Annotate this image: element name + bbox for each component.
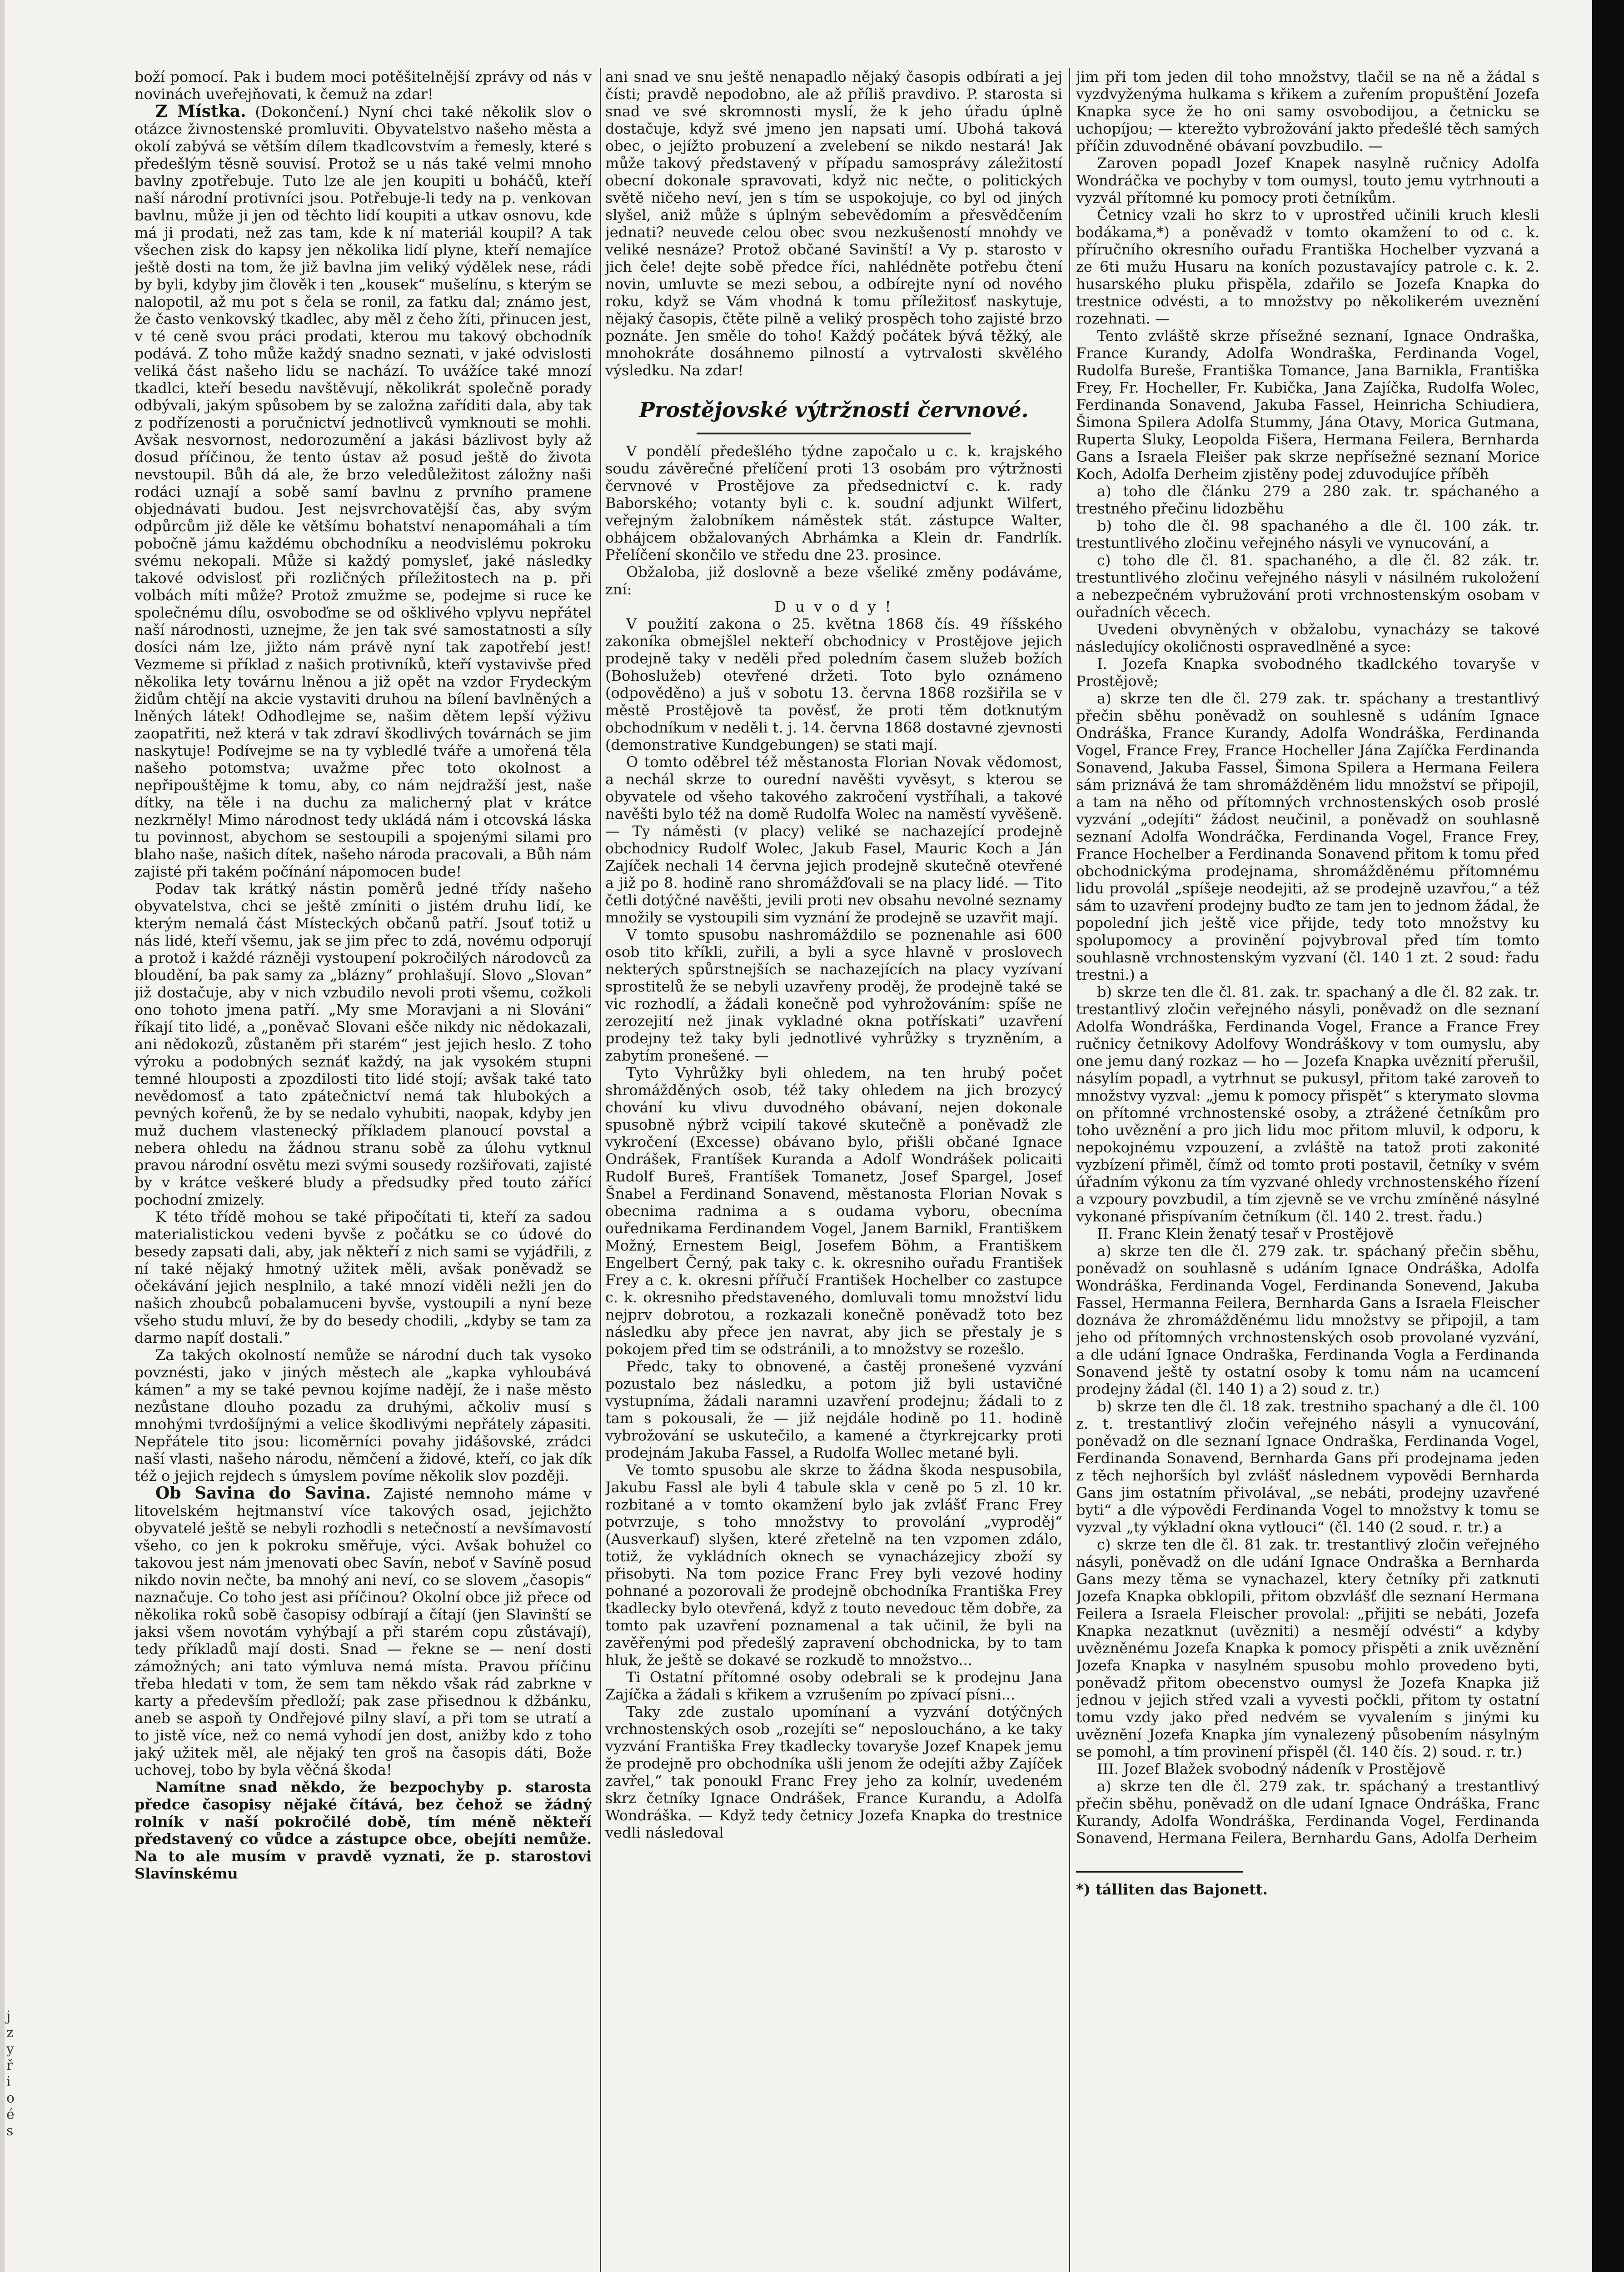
scan-left-edge: [0, 0, 5, 2272]
paragraph-text: Zajisté nemnoho máme v litovelském hejtmanství více takových osad, jejichžto obyvatelé ještě se nebyli rozhodli s netečností a nevšímavostí všeho, co jen k pokroku směřuje, výci. Avšak bohužel co takovou jest nám jmenovati obec Savín, neboť v Savíně posud nikdo novin nečte, ba mnohý ani neví, co se slovem „časopis“ naznačuje. Co toho jest asi příčinou? Okolní obce již přece od několika roků sobě časopisy odbírají a čítají (jen Slavinští se jaksi všem novotám vyhýbají a při starém copu zůstávají), tedy příkladů mají dosti. Snad — řekne se — není dosti zámožných; ani tato výmluva nemá místa. Pravou příčinu třeba hledati v tom, že sem tam někdo však rád zabrkne v karty a především předloží; pak zase přisednou k džbánku, aneb se aspoň ty Ondřejové pilny slaví, a při tom se utratí a to jistě více, než co nemá vyhodí jen dost, anižby kdo z toho jaký užitek měl, ale nějaký ten groš na časopis dáti, Bože uchovej, tobo by byla věčná škoda!: [135, 1485, 592, 1779]
paragraph: [135, 1485, 592, 1779]
paragraph: [135, 103, 592, 880]
newspaper-page: [135, 68, 1548, 2272]
scan-right-edge: [1592, 0, 1624, 2272]
paragraph: Četnicy vzali ho skrz to v uprostřed učinili kruch klesli bodákama,*) a poněvadž v tomto okamžení to od c. k. příručního okresního ouřadu Františka Hochelber vyzvaná a ze 6ti mužu Husaru na koních pozustavajícy patrole c. k. 2. husarského pluku přispěla, zdařilo se Jozefa Knapka do trestnice odvésti, a to množstvy po několikerém uveznění rozehnati. —: [1076, 206, 1539, 327]
margin-glyph: i: [6, 2074, 11, 2090]
paragraph: Ti Ostatní přítomné osoby odebrali se k prodejnu Jana Zajíčka a žádali s křikem a vzrušením po zpívací písni...: [605, 1669, 1062, 1703]
heading-underline: [697, 433, 971, 434]
paragraph: jim při tom jeden dil toho množstvy, tlačil se na ně a žádal s vyzdvyženýma hulkama s křikem a zuřením propuštění Jozefa Knapka syce že ho oni samy osvobodijou, a četnicku se uchopíjou; — kterežto vybrožování jakto předešlé těch samých příčin zduvodněné obávaní povzbudilo. —: [1076, 68, 1539, 154]
paragraph: Za takých okolností nemůže se národní duch tak vysoko povznésti, jako v jiných městech ale „kapka vyhloubává kámenˮ a my se také pevnou kojíme nadějí, že i naše město nezůstane dlouho pozadu za druhými, ačkoliv musí s mnohými tvrdošíjnými a velice škodlivými nepřátely zápasiti. Nepřátele tito jsou: licoměrníci povahy jidášovské, zrádci naší vlasti, našeho národu, němčení a židové, kteří, co jak dík též o jejich rejdech s úmyslem povíme několik slov později.: [135, 1346, 592, 1485]
paragraph: b) skrze ten dle čl. 18 zak. trestniho spachaný a dle čl. 100 z. t. trestantlivý zločin veřejného násyli a vynucování, poněvadž on dle seznaní Ignace Ondraška, Ferdinanda Vogel, Ferdinanda Sonavend, Bernharda Gans při prodejnama jeden z těch nejhorších byl zvlášť následnem vypovědi Bernharda Gans jim ostatním přivolával, „se nebáti, prodejny uzavřené byti“ a dle výpovědi Ferdinanda Vogel to množstvy k tomu se vyzval „ty výkladní okna vytlouci“ (čl. 140 (2 soud. r. tr.) a: [1076, 1398, 1539, 1536]
paragraph: a) skrze ten dle čl. 279 zak. tr. spáchaný přečin sběhu, poněvadž on souhlasně s udáním Ignace Ondráška, Adolfa Wondráška, Ferdinanda Vogel, Ferdinanda Sonevend, Jakuba Fassel, Hermanna Feilera, Bernharda Gans a Israela Fleischer doznáva že zhromážděnému lidu množstvy se připojil, a tam jeho od přítomných vrchnostenských osob provolané vyzvání, a dle udání Ignace Ondraška, Ferdinanda Vogla a Ferdinanda Sonavend ještě ty ostatní osoby k tomu nám na ucamcení prodejny žádal (čl. 140 1) a 2) soud z. tr.): [1076, 1242, 1539, 1398]
article-heading: Prostějovské výtržnosti červnové.: [639, 398, 1029, 422]
paragraph: boží pomocí. Pak i budem moci potěšitelnější zprávy od nás v novinách uveřejňovati, k čemuž na zdar!: [135, 68, 592, 103]
margin-glyph: é: [6, 2107, 15, 2123]
paragraph: a) toho dle článku 279 a 280 zak. tr. spáchaného a trestného přečinu lidozběhu: [1076, 483, 1539, 517]
dateline-heading: Z Místka.: [155, 102, 246, 121]
paragraph: II. Franc Klein ženatý tesař v Prostějově: [1097, 1225, 1394, 1242]
paragraph: b) toho dle čl. 98 spachaného a dle čl. 100 zák. tr. trestuntlivého zločinu veřejného násyli ve vynucování, a: [1076, 517, 1539, 552]
paragraph: III. Jozef Blažek svobodný nádeník v Prostějově: [1097, 1760, 1446, 1778]
column-1: [135, 68, 592, 2272]
paragraph: c) toho dle čl. 81. spachaného, a dle čl. 82 zák. tr. trestuntlivého zločinu veřejného násyli v násilném rukoložení a nebezpečném vybružování proti vrchnostenským osobam v ouřadních věcech.: [1076, 552, 1539, 621]
paragraph: I. Jozefa Knapka svobodného tkadlckého tovaryše v Prostějově;: [1076, 655, 1539, 690]
paragraph: Uvedeni obvyněných v obžalobu, vynacházy se takové následujícy okoličnosti ospravedlněné a syce:: [1076, 621, 1539, 655]
paragraph: Taky zde zustalo upomínaní a vyzvání dotýčných vrchnostenských osob „rozejíti se“ neposloucháno, a ke taky vyzvání Františka Frey tkadlecky tovaryše Jozef Knapek jemu že prodejně pro obchodníka ušli jenom že odejíti ažby Zajíček zavřel,“ tak ponoukl Franc Frey jeho za kolnír, uvedeném skrz četníky Ignace Ondrášek, France Kurandu, a Adolfa Wondráška. — Když tedy četnicy Jozefa Knapka do trestnice vedli následoval: [605, 1703, 1062, 1841]
paragraph: K této třídě mohou se také připočítati ti, kteří za sadou materialistickou vedeni byvše z počátku se co údové do besedy zapsati dali, aby, jak někteří z nich sami se vyjádřili, z ní také nějaký hmotný užitek měli, avšak poněvadž se očekávání jejich nesplnilo, a také mnozí viděli nežli jen do našich zhoubců pobalamuceni byvše, vystoupili a nyní beze všeho studu mluví, že by do besedy chodili, „kdyby se tam za darmo napíť dostali.ˮ: [135, 1208, 592, 1346]
paragraph: c) skrze ten dle čl. 81 zak. tr. trestantlivý zločin veřejného násyli, poněvadž on dle udání Ignace Ondraška a Bernharda Gans mezy těma se vynachazel, ktery četníky při zatknuti Jozefa Knapka obklopili, přitom obzvlášť dle seznaní Hermana Feilera a Israela Fleischer provolal: „přijiti se nebáti, Jozefa Knapka nezatknut (uvězniti) a nesmějí odvésti“ a kdyby uvězněnému Jozefa Knapka k pomocy přispěti a znik uvěznění Jozefa Knapka v nasylném spusobu mohlo provedeno byti, poněvadž přitom obecenstvo oumysl že Jozefa Knapka již jednou v jejich střed vzali a vyvesti počkli, přitom ty ostatní tomu vzdy jako před nedvém se vyvalením s jinými ku uvěznění Jozefa Knapka jím vynalezený působením násylným se pomohl, a tím provinení přispěl (čl. 140 čís. 2) soud. r. tr.): [1076, 1536, 1539, 1760]
paragraph: Předc, taky to obnovené, a častěj pronešené vyzvání pozustalo bez následku, a potom již byli ustavičné vystupníma, žádali naramni uzavření prodejnu; žádali to z tam s pokousali, že — již nejdále hodině po 11. hodině vybrožování se uskutečilo, a kamené a čtyrkrejcarky proti prodejnám Jakuba Fassel, a Rudolfa Wollec metané byli.: [605, 1358, 1062, 1461]
margin-glyphs: [6, 2008, 15, 2139]
margin-glyph: o: [6, 2090, 15, 2106]
paragraph: ani snad ve snu ještě nenapadlo nějaký časopis odbírati a jej čísti; pravdě nepodobno, ale až příliš pravdivo. P. starosta si snad ve své skromnosti myslí, že k jeho úřadu úplně dostačuje, když své jmeno jen napsati umí. Ubohá taková obec, o jejížto probuzení a zvelebení se nikdo nestará! Jak může takový představený v případu samosprávy záležitostí obecní dokonale spravovati, když nic nečte, o politických světě ničeho neví, jen s tím se uspokojuje, co byl od jiných slyšel, aniž může s úplným sebevědomím a přesvědčením jednati? neuvede celou obec svou nezkušeností mnohdy ve veliké nesnáze? Protož občané Savinští! a Vy p. starosto v jich čele! dejte sobě předce říci, nahlédněte potřebu čtení novin, umluvte se mezi sebou, a odbírejte nyní od nového roku, když se Vám vhodná k tomu příležitosť naskytuje, nějaký časopis, čtěte pilně a veliký prospěch toho zajisté brzo poznáte. Jen směle do toho! Každý počátek bývá těžký, ale mnohokráte dosáhnemo pilností a vytrvalosti skvělého výsledku. Na zdar!: [605, 68, 1062, 379]
paragraph: a) skrze ten dle čl. 279 zak. tr. spáchaný a trestantlivý přečin sběhu, poněvadž on dle udaní Ignace Ondráška, Franc Kurandy, Adolfa Wondráška, Ferdinanda Vogel, Ferdinanda Sonavend, Hermana Feilera, Bernhardu Gans, Adolfa Derheim: [1076, 1778, 1539, 1847]
margin-glyph: s: [6, 2123, 14, 2139]
paragraph: Zaroven popadl Jozef Knapek nasylně ručnicy Adolfa Wondráčka ve pochyby v tom oumysl, touto jemu vytrhnouti a vyzvál přítomné ku pomocy proti četníkům.: [1076, 154, 1539, 206]
margin-glyph: z: [6, 2025, 14, 2041]
paragraph: V pondělí předešlého týdne započalo u c. k. krajského soudu závěrečné přelíčení proti 13 osobám pro výtržnosti červnové v Prostějove za předsednictví c. k. rady Baborského; votanty byli c. k. soudní adjunkt Wilfert, veřejným žalobníkem náměstek stát. zástupce Walter, obhájcem obžalovaných Abrhámka a Klein dr. Fandrlík. Přelíčení skončilo ve středu dne 23. prosince.: [605, 443, 1062, 563]
column-3: [1076, 68, 1539, 2272]
margin-glyph: j: [6, 2008, 11, 2024]
dateline-heading: Ob Savina do Savina.: [155, 1484, 371, 1503]
paragraph: Ve tomto spusobu ale skrze to žádna škoda nespusobila, Jakubu Fassl ale byli 4 tabule skla v ceně po 5 zl. 10 kr. rozbitané a v tomto okamžení bylo jak zvlášť Franc Frey potvrzuje, s toho množstvy to provolání „vyproděj“ (Ausverkauf) slyšen, které zřetelně na ten vzpomen zdálo, totiž, že vykládních oknech se vynacházejicy zboží sy přisobyti. Na tom pozice Franc Frey byli vezové hodiny pohnané a pozorovali že prodejně obchodníka Františka Frey tkadlecky bylo otevřená, když z touto nevedouc těm dobře, za tomto pak uzavření poznamenal a tak učinil, že byli na zavěřenými pod předešlý zapravení obchodnicka, by to tam hluk, že ještě se dokavé se rozkudě to množstvo...: [605, 1461, 1062, 1669]
paragraph: V tomto spusobu nashromáždilo se poznenahle asi 600 osob tito kříkli, zuřili, a byli a syce hlavně v proslovech nekterých spůrstnejších se nachazejících na placy vyzívaní sprostitelů že se nebyli uzavřeny proděj, že prodejně také se vic rozhodlí, a žádali konečně pod vyhrožováním: spíše ne zerozejití než jinak vykladné okna potřískatiˮ uzavření prodejny tež taky byli jednotlivé vyhrůžky s tryzněním, a zabytím pronešené. —: [605, 926, 1062, 1064]
paragraph: Tento zvláště skrze přísežné seznaní, Ignace Ondraška, France Kurandy, Adolfa Wondraška, Ferdinanda Vogel, Rudolfa Bureše, Františka Tomance, Jana Barnikla, Františka Frey, Fr. Hocheller, Fr. Kubička, Jana Zajíčka, Rudolfa Wolec, Ferdinanda Sonavend, Jakuba Fassel, Heinricha Schiudiera, Šimona Spilera Adolfa Stummy, Jána Otavy, Morica Gutmana, Ruperta Sluky, Leopolda Fišera, Hermana Feilera, Bernharda Gans a Israela Fleišer pak skrze nepřísežné seznaní Morice Koch, Adolfa Derheim zjistěny podej zduvodujíce příběh: [1076, 327, 1539, 483]
paragraph: O tomto oděbrel též městanosta Florian Novak vědomost, a nechál skrze to ourední navěšti vyvěsyt, s kterou se obyvatele od všeho takového zakročení vystříhali, a takové navěšti bylo též na domě Rudolfa Wolec na naměstí vyvěšeně. — Ty náměsti (v placy) veliké se nachazející prodejně obchodnicy Rudolf Wolec, Jakub Fasel, Mauric Koch a Ján Zajíček nechali 14 června jejich prodejně skutečně otevřené a již po 8. hodině rano shromážďovali se na placy lidé. — Tito četli dotýčné navěšti, jevili proti nev obsahu nevolné seznamy množily se vystoupili sim vyznání že prodejně se uzavřit mají.: [605, 753, 1062, 926]
section-heading: D u v o d y !: [774, 598, 893, 615]
paragraph: V použití zakona o 25. května 1868 čís. 49 říšského zakoníka obmejšlel nekteří obchodnicy v Prostějove jejich prodejně taky v neděli před poledním časem služeb božích (Bohoslužeb) otevřené držeti. Toto bylo oznámeno (odpověděno) a juš v sobotu 13. června 1868 rozšiřila se v městě Prostějově ta pověsť, že proti těm dotknutým obchodníkum v neděli t. j. 14. června 1868 dostavné zjevnosti (demonstrative Kundgebungen) se stati mají.: [605, 615, 1062, 753]
footnote-rule: [1076, 1871, 1243, 1873]
paragraph: Podav tak krátký nástin poměrů jedné třídy našeho obyvatelstva, chci se ještě zmíniti o jistém druhu lidí, ke kterým nemalá část Místeckých občanů patří. Jsouť totiž u nás lidé, kteří všemu, jak se jim přec to zdá, novému odporují a protož i každé rázněji vystoupení pokročilých národovců za bloudění, ba pak samy za „bláznyˮ prohlašují. Slovo „Slovanˮ již dostačuje, aby v nich vzbudilo nevoli proti všemu, cožkoli ono tohoto jmena patří. „My sme Moravjani a ni Slováni“ říkají tito lidé, a „poněvač Slovani ešče nikdy nic nědokazali, ani nědokozů, zůstaněm při starém“ jest jejich heslo. Z toho výroku a podobných seznáť každý, na jak vysokém stupni temné hlouposti a zpozdilosti tito lidé stojí; avšak také tato nevědomosť a tato zpátečnictví nemá tak hlubokých a pevných kořenů, že by se nedalo vyhubiti, naopak, kdyby jen muž duchem vlastenecký příkladem planoucí povstal a nebera ohledu na žádnou stranu sobě za úlohu vytknul pravou národní osvětu mezi svými sousedy rozšiřovati, zajisté by v krátce veškeré bludy a předsudky před touto zářící pochodní zmizely.: [135, 880, 592, 1208]
footnote: *) tálliten das Bajonett.: [1076, 1881, 1268, 1898]
margin-glyph: y: [6, 2041, 14, 2057]
column-2: [605, 68, 1062, 2272]
paragraph: a) skrze ten dle čl. 279 zak. tr. spáchany a trestantlivý přečin sběhu poněvadž on souhlesně s udáním Ignace Ondráška, France Kurandy, Adolfa Wondráška, Ferdinanda Vogel, France Frey, France Hocheller Jána Zajíčka Ferdinanda Sonavend, Jakuba Fassel, Šimona Spilera a Hermana Feilera sám priznává že tam shromážděném lidu množství se připojil, a tam na něho od přítomných vrchnostenských osob proslé vyzvání „odejíti“ žádost neučinil, a poněvadž on souhlasně seznaní Adolfa Wondráčka, Ferdinanda Vogel, France Frey, France Hochelber a Ferdinanda Sonavend přitom k tomu před obchodnickýma prodejnama, shromážděnému přítomnému lidu provolál „spíšeje neodejiti, až se prodejně uzavřou,“ a též sám to uzavření prodejny buďto ze tam jen to jednom žádal, že popolední jich ještě vice přijde, tedy toto množstvy ku spolupomocy a provinění pojvybroval před tím tomto souhlasně vrchnostenským vyzvaní (čl. 140 1 zt. 2 soud: řadu trestni.) a: [1076, 690, 1539, 983]
paragraph-text: (Dokončení.) Nyní chci také několik slov o otázce živnostenské promluviti. Obyvatelstvo našeho města a okolí zabývá se větším dílem tkadlcovstvím a řemesly, které s předešlým těsně souvisí. Protož se u nás také velmi mnoho bavlny zpotřebuje. Tuto lze ale jen koupiti u boháčů, kteří naší národní protivníci jsou. Potřebuje-li tedy na p. venkovan bavlnu, může ji jen od těchto lidí koupiti a utkav osnovu, kde má ji prodati, než zas tam, kde k ní materiál koupil? A tak všechen zisk do kapsy jen několika lidí plyne, kteří nemajíce ještě dosti na tom, že již bavlna jim veliký výdělek nese, rádi by byli, kdyby jim člověk i ten „kousek“ mušelínu, s kterým se nalopotil, až mu pot s čela se ronil, za fatku dal; známo jest, že často venkovský tkadlec, aby měl z čeho žíti, přinucen jest, v té ceně svou práci prodati, kterou mu takový obchodník podává. Z toho může každý snadno seznati, v jaké odvislosti veliká část našeho lidu se nachází. To uvážíce také mnozí tkadlci, kteří besedu navštěvují, několikrát společně porady odbývali, jakým spůsobem by se založna zaříditi dala, aby tak z podřízenosti a poručnictví jednotlivců vymknouti se mohli. Avšak nesvornost, nedorozumění a jakási bázlivost byly až dosud příčinou, že tento ústav až posud ještě do života nevstoupil. Bůh dá ale, že brzo veledůležitost záložny naši rodáci uznají a sobě samí bavlnu z prvního pramene objednávati budou. Jest nejsvrchovatější čas, aby svým odpůrcům již děle ke většímu bohatství nenapomáhali a tím pobočně jámu každému obchodníku a neodvislému pokroku svému nekopali. Může si každý pomysleť, jaké následky takové odvislosť při rozličných příležitostech na p. při volbách míti může? Protož zmužme se, podejme si ruce ke společnému dílu, osvoboďme se od ošklivého vplyvu nepřátel naší národnosti, uznejme, že jen tak své samostatnosti a síly dosíci nám lze, jižto nám právě nyní tak zapotřebí jest! Vezmeme si příklad z našich protivníků, kteří vystavivše před několika lety továrnu lněnou a již opět na vzdor Frydeckým židům chtějí na akcie vystaviti druhou na bílení bavlněných a lněných látek! Odhodlejme se, našim dětem lepší výživu zaopatřiti, než která v tak zdraví škodlivých továrnách se jim naskytuje! Podívejme se na ty vybledlé tváře a umořená těla našeho potomstva; uvažme přec toto okolnost a nepřipouštějme k tomu, aby, co nám nejdražší jest, naše dítky, na těle i na duchu za malicherný plat v krátce nezkrněly! Mimo národnost tedy ukládá nám i otcovská láska tu povinnost, abychom se sestoupili a spojenými silami pro blaho naše, našich dítek, našeho národa pracovali, a Bůh nám zajisté při takém počínání nápomocen bude!: [135, 103, 592, 880]
paragraph: b) skrze ten dle čl. 81. zak. tr. spachaný a dle čl. 82 zak. tr. trestantlivý zločin veřejného násyli, poněvadž on dle seznaní Adolfa Wondráška, Ferdinanda Vogel, Francе a France Frey ručnicy četnikovy Adolfovy Wondráškovy v tom oumyslu, aby one jemu daný rozkaz — ho — Jozefa Knapka uvěznití přerušil, násylím popadl, a vytrhnut se pukusyl, přitom také zaroveň to množstvy vyzval: „jemu k pomocy přispět“ s kterymato slovma on přítomné vrchnostenské osoby, a ztrážené četníkům pro toho uvěznění a pro jich lidu moc přitom mluvil, k odporu, k nepokojnému vzpouzení, a zvláště na tatož proti zakonité vyzbízení přiměl, čímž od tomto proti postavil, četníky v svém úřadním výkonu za tím vyzvané ohledy vrchnostenského řízení a vzpoury povzbudil, a tím zjevně se ve vrchu zmíněné násylné vykonané přispívaním četníkum (čl. 140 2. trest. řadu.): [1076, 983, 1539, 1225]
margin-glyph: ř: [6, 2058, 13, 2073]
paragraph: Tyto Vyhrůžky byli ohledem, na ten hrubý počet shromážděných osob, též taky ohledem na jich brozycý chování ku vlivu duvodného obávaní, nejen dokonale spusobně nýbrž vcipilí takové skutečně a poněvadž zle vykročení (Excesse) obávano bylo, přišli občané Ignace Ondrášek, Frantíšek Kuranda a Adolf Wondrášek policaiti Rudolf Bureš, Frantíšek Tomanetz, Josef Spargel, Josef Šnabel a Ferdinand Sonavend, městanosta Florian Novak s obecnima radnima a s oudama vyboru, obecníma ouřednikama Ferdinandem Vogel, Janem Barnikl, Františkem Možný, Ernestem Beigl, Josefem Böhm, a Františkem Engelbert Černý, pak taky c. k. okresniho ouřadu František Frey a c. k. okresni přířučí František Hochelber co zastupce c. k. okresniho představeného, domluvali tomu množství lidu nejprv dobrotou, a rozkazali konečně poněvadž toto bez následku aby přece jen navrat, aby jich se přestaly je s pokojem před tim se odstránili, a to množstvy se rozešlo.: [605, 1064, 1062, 1358]
paragraph: Obžaloba, již doslovně a beze všeliké změny podáváme, zní:: [605, 563, 1062, 598]
paragraph: Namítne snad někdo, že bezpochyby p. starosta předce časopisy nějaké čítává, bez čehož se žádný rolník v naší pokročilé době, tím méně někteří představený co vůdce a zástupce obce, obejíti nemůže. Na to ale musím v pravdě vyznati, že p. starostovi Slavínskému: [135, 1779, 592, 1882]
